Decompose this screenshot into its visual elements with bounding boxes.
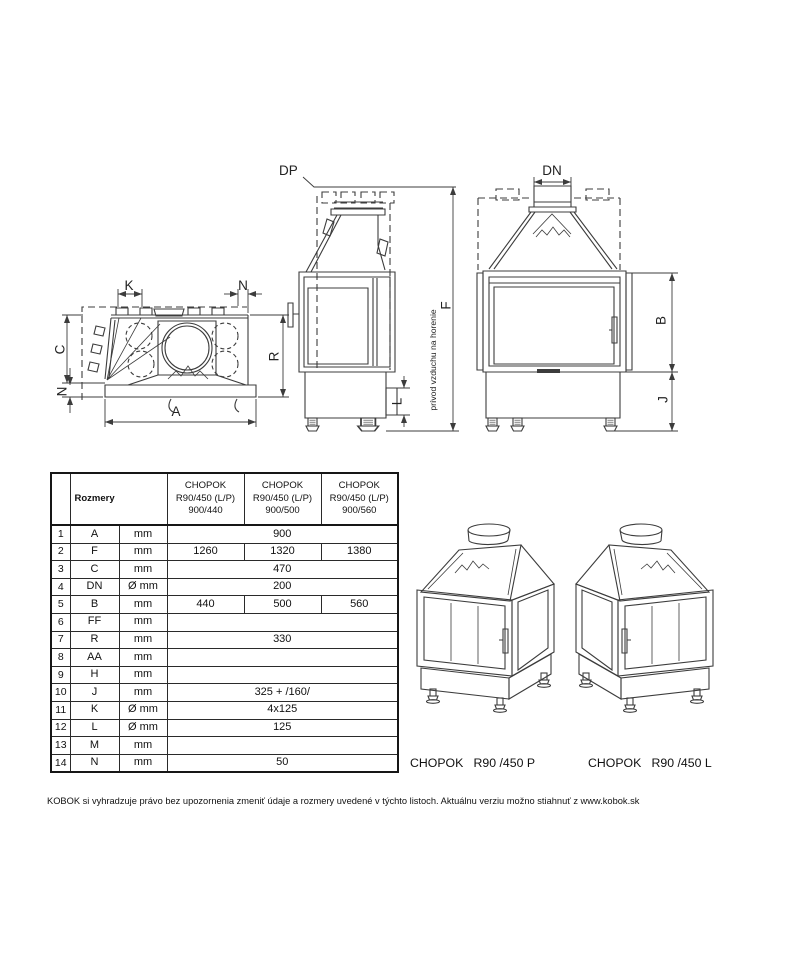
row-number-cell: 3: [51, 561, 70, 579]
dim-label-a: A: [171, 404, 181, 419]
row-number-cell: 12: [51, 719, 70, 737]
unit-cell: Ø mm: [119, 719, 167, 737]
dim-symbol-cell: K: [70, 701, 119, 719]
column-header-2: CHOPOK R90/450 (L/P) 900/500: [244, 473, 321, 525]
dim-symbol-cell: AA: [70, 649, 119, 667]
corner-cell: [51, 473, 70, 525]
column-header-3: CHOPOK R90/450 (L/P) 900/560: [321, 473, 398, 525]
dim-symbol-cell: J: [70, 684, 119, 702]
value-cell: 900: [167, 525, 398, 543]
dim-symbol-cell: B: [70, 596, 119, 614]
value-cell: [167, 649, 398, 667]
dim-symbol-cell: FF: [70, 613, 119, 631]
value-cell: 1380: [321, 543, 398, 561]
dim-label-c: C: [52, 344, 68, 355]
table-row: [51, 719, 398, 737]
value-cell: 1260: [167, 543, 244, 561]
dim-label-n-left: N: [54, 386, 70, 397]
value-cell: 125: [167, 719, 398, 737]
model-caption-p: CHOPOK R90 /450 P: [410, 756, 536, 770]
row-number-cell: 9: [51, 666, 70, 684]
unit-cell: mm: [119, 684, 167, 702]
value-cell: [167, 613, 398, 631]
table-row: [51, 737, 398, 755]
table-row: [51, 666, 398, 684]
unit-cell: mm: [119, 543, 167, 561]
unit-cell: mm: [119, 666, 167, 684]
table-row: [51, 596, 398, 614]
dim-label-k: K: [124, 278, 134, 293]
dim-symbol-cell: M: [70, 737, 119, 755]
dim-symbol-cell: N: [70, 754, 119, 772]
row-number-cell: 7: [51, 631, 70, 649]
value-cell: 325 + /160/: [167, 684, 398, 702]
table-row: [51, 561, 398, 579]
footer-disclaimer: KOBOK si vyhradzuje právo bez upozornenia zmeniť údaje a rozmery uvedené v týchto listoch. Aktuálnu verziu možno stiahnuť z www.kobok.sk: [47, 796, 640, 806]
value-cell: 470: [167, 561, 398, 579]
value-cell: [167, 737, 398, 755]
unit-cell: mm: [119, 649, 167, 667]
unit-cell: mm: [119, 596, 167, 614]
value-cell: 500: [244, 596, 321, 614]
dim-label-n-top: N: [238, 278, 248, 293]
value-cell: 330: [167, 631, 398, 649]
unit-cell: Ø mm: [119, 578, 167, 596]
dimensions-table: [50, 472, 399, 773]
value-cell: 440: [167, 596, 244, 614]
row-number-cell: 8: [51, 649, 70, 667]
table-row: [51, 649, 398, 667]
row-number-cell: 11: [51, 701, 70, 719]
front-view-drawing: [477, 177, 678, 431]
column-header-1: CHOPOK R90/450 (L/P) 900/440: [167, 473, 244, 525]
dim-symbol-cell: DN: [70, 578, 119, 596]
table-row: [51, 631, 398, 649]
value-cell: 4x125: [167, 701, 398, 719]
table-row: [51, 701, 398, 719]
row-number-cell: 5: [51, 596, 70, 614]
dim-label-dp: DP: [279, 163, 298, 178]
table-row: [51, 684, 398, 702]
table-row: [51, 543, 398, 561]
unit-cell: mm: [119, 561, 167, 579]
dim-label-j: J: [655, 396, 671, 403]
dim-symbol-cell: H: [70, 666, 119, 684]
unit-cell: Ø mm: [119, 701, 167, 719]
row-number-cell: 1: [51, 525, 70, 543]
table-row: [51, 578, 398, 596]
unit-cell: mm: [119, 613, 167, 631]
value-cell: 560: [321, 596, 398, 614]
fireplace-3d-left-version: [576, 524, 713, 712]
value-cell: 200: [167, 578, 398, 596]
table-row: [51, 613, 398, 631]
row-number-cell: 13: [51, 737, 70, 755]
row-number-cell: 14: [51, 754, 70, 772]
model-caption-l: CHOPOK R90 /450 L: [588, 756, 712, 770]
dim-label-b: B: [653, 316, 669, 326]
dim-label-f: F: [438, 301, 454, 310]
value-cell: [167, 666, 398, 684]
row-number-cell: 2: [51, 543, 70, 561]
row-number-cell: 4: [51, 578, 70, 596]
table-row: [51, 754, 398, 772]
unit-cell: mm: [119, 754, 167, 772]
dim-symbol-cell: L: [70, 719, 119, 737]
dim-label-l: L: [389, 397, 405, 406]
value-cell: 50: [167, 754, 398, 772]
dim-symbol-cell: R: [70, 631, 119, 649]
value-cell: 1320: [244, 543, 321, 561]
unit-cell: mm: [119, 631, 167, 649]
row-number-cell: 6: [51, 613, 70, 631]
unit-cell: mm: [119, 737, 167, 755]
air-supply-note: prívod vzduchu na horenie: [428, 309, 438, 411]
row-number-cell: 10: [51, 684, 70, 702]
table-row: [51, 525, 398, 543]
fireplace-3d-right-version: [417, 524, 554, 712]
dim-label-r: R: [266, 351, 282, 362]
table-header-row: [51, 473, 398, 525]
unit-cell: mm: [119, 525, 167, 543]
dim-symbol-cell: A: [70, 525, 119, 543]
dim-symbol-cell: C: [70, 561, 119, 579]
dim-symbol-cell: F: [70, 543, 119, 561]
table-title-cell: Rozmery: [70, 473, 167, 525]
dim-label-dn: DN: [542, 163, 562, 178]
